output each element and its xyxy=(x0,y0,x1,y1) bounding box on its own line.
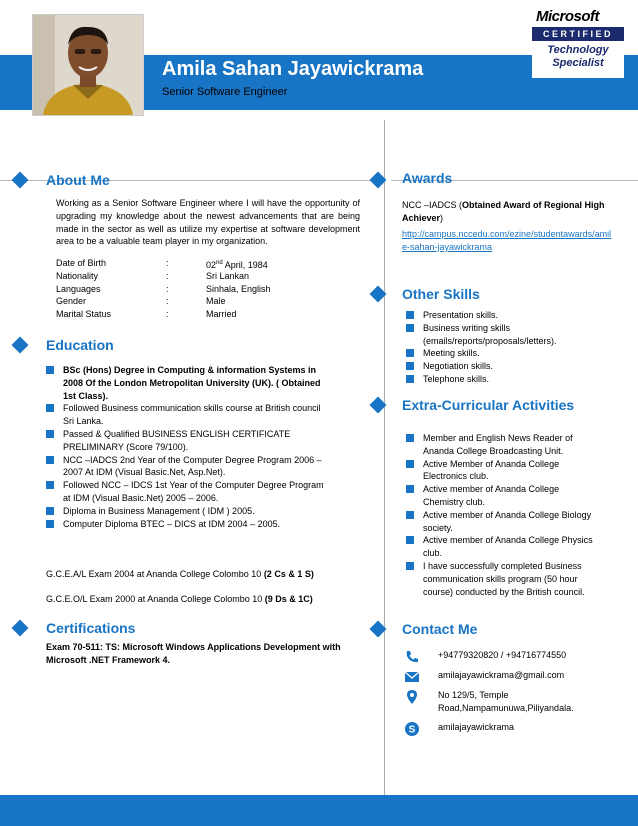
square-bullet-icon xyxy=(46,456,54,464)
about-heading: About Me xyxy=(46,172,110,188)
list-item: Active member of Ananda College Chemistry club. xyxy=(406,483,596,509)
list-item: Presentation skills. xyxy=(406,309,586,322)
list-item: Followed NCC – IDCS 1st Year of the Computer Degree Program at IDM (Visual Basic.Net) 2005 – 2006. xyxy=(46,479,326,505)
location-pin-icon xyxy=(404,689,420,705)
personal-details xyxy=(56,257,356,321)
person-photo-icon xyxy=(33,15,143,115)
list-item: Active Member of Ananda College Electronics club. xyxy=(406,458,596,484)
other-skills-heading: Other Skills xyxy=(402,286,480,302)
address-text: No 129/5, Temple Road,Nampamunuwa,Piliyandala. xyxy=(438,690,574,713)
list-item: Active member of Ananda College Biology society. xyxy=(406,509,596,535)
section-diamond-icon xyxy=(12,172,29,189)
dob-rest: April, 1984 xyxy=(222,260,268,270)
detail-value: Sinhala, English xyxy=(206,283,271,294)
column-divider xyxy=(384,120,385,795)
extra-list xyxy=(406,432,596,598)
square-bullet-icon xyxy=(46,520,54,528)
detail-key: Languages xyxy=(56,283,101,294)
square-bullet-icon xyxy=(46,481,54,489)
square-bullet-icon xyxy=(406,485,414,493)
awards-heading: Awards xyxy=(402,170,453,186)
badge-specialist xyxy=(532,44,624,70)
detail-row xyxy=(56,295,356,308)
awards-text: NCC –IADCS (Obtained Award of Regional High Achiever) xyxy=(402,200,605,223)
square-bullet-icon xyxy=(406,536,414,544)
dob-sup: nd xyxy=(216,260,223,266)
badge-line1: Technology xyxy=(547,44,609,56)
detail-sep: : xyxy=(166,309,169,320)
skype-icon xyxy=(404,721,420,737)
ol-exam: G.C.E.O/L Exam 2000 at Ananda College Colombo 10 (9 Ds & 1C) xyxy=(46,594,313,604)
list-item: BSc (Hons) Degree in Computing & information Systems in 2008 Of the London Metropolitan University (UK). ( Obtained 1st Class). xyxy=(46,364,326,402)
square-bullet-icon xyxy=(406,362,414,370)
badge-line2: Specialist xyxy=(552,57,604,69)
phone-icon xyxy=(404,649,420,665)
job-title: Senior Software Engineer xyxy=(162,86,288,98)
detail-sep: : xyxy=(166,270,169,281)
list-item: NCC –IADCS 2nd Year of the Computer Degree Program 2006 – 2007 At IDM (Visual Basic.Net, Asp.Net). xyxy=(46,454,326,480)
email-text[interactable]: amilajayawickrama@gmail.com xyxy=(438,670,565,680)
square-bullet-icon xyxy=(406,460,414,468)
square-bullet-icon xyxy=(406,375,414,383)
detail-sep: : xyxy=(166,296,169,307)
detail-sep: : xyxy=(166,283,169,294)
list-item: Telephone skills. xyxy=(406,373,586,386)
square-bullet-icon xyxy=(406,434,414,442)
email-icon xyxy=(404,669,420,685)
section-diamond-icon xyxy=(12,337,29,354)
list-item: Passed & Qualified BUSINESS ENGLISH CERTIFICATE PRELIMINARY (Score 79/100). xyxy=(46,428,326,454)
al-exam: G.C.E.A/L Exam 2004 at Ananda College Colombo 10 (2 Cs & 1 S) xyxy=(46,569,314,579)
square-bullet-icon xyxy=(46,366,54,374)
dob-day: 02 xyxy=(206,260,217,270)
list-item: Computer Diploma BTEC – DICS at IDM 2004 – 2005. xyxy=(46,518,326,531)
detail-value: Married xyxy=(206,309,237,320)
square-bullet-icon xyxy=(406,349,414,357)
square-bullet-icon xyxy=(46,430,54,438)
profile-photo xyxy=(32,14,144,116)
square-bullet-icon xyxy=(46,404,54,412)
list-item: Followed Business communication skills course at British council Sri Lanka. xyxy=(46,402,326,428)
candidate-name: Amila Sahan Jayawickrama xyxy=(162,58,424,80)
list-item: Business writing skills (emails/reports/proposals/letters). xyxy=(406,322,586,348)
detail-row xyxy=(56,270,356,283)
square-bullet-icon xyxy=(406,324,414,332)
detail-key: Gender xyxy=(56,296,87,307)
footer-band xyxy=(0,795,638,826)
other-skills-list xyxy=(406,309,586,386)
extra-heading: Extra-Curricular Activities xyxy=(402,397,575,413)
detail-sep: : xyxy=(166,258,169,268)
detail-value: Male xyxy=(206,296,226,307)
about-text: Working as a Senior Software Engineer where I will have the opportunity of upgrading my knowledge about the newest advancements that are being made in the sector as well as utilize my expertise at software development area to be a valuable team player in my organization. xyxy=(56,198,360,247)
detail-row xyxy=(56,283,356,296)
awards-link[interactable]: http://campus.nccedu.com/ezine/studentawards/amile-sahan-jayawickrama xyxy=(402,229,612,252)
detail-key: Nationality xyxy=(56,270,99,281)
detail-row xyxy=(56,308,356,321)
svg-text:S: S xyxy=(408,724,416,736)
square-bullet-icon xyxy=(406,311,414,319)
contact-heading: Contact Me xyxy=(402,621,478,637)
detail-key: Date of Birth xyxy=(56,258,107,268)
certifications-heading: Certifications xyxy=(46,620,136,636)
list-item: Active member of Ananda College Physics club. xyxy=(406,534,596,560)
square-bullet-icon xyxy=(406,562,414,570)
certification-text: Exam 70-511: TS: Microsoft Windows Applications Development with Microsoft .NET Framework 4. xyxy=(46,642,341,665)
square-bullet-icon xyxy=(406,511,414,519)
square-bullet-icon xyxy=(46,507,54,515)
section-diamond-icon xyxy=(12,620,29,637)
detail-row xyxy=(56,257,356,270)
badge-certified: CERTIFIED xyxy=(532,27,624,41)
list-item: Meeting skills. xyxy=(406,347,586,360)
list-item: Negotiation skills. xyxy=(406,360,586,373)
skype-text: amilajayawickrama xyxy=(438,722,515,732)
microsoft-certified-badge xyxy=(532,8,624,78)
education-list xyxy=(46,364,326,530)
phone-text: +94779320820 / +94716774550 xyxy=(438,650,567,660)
list-item: Diploma in Business Management ( IDM ) 2005. xyxy=(46,505,326,518)
badge-brand: Microsoft xyxy=(536,8,599,25)
education-heading: Education xyxy=(46,337,114,353)
detail-value: Sri Lankan xyxy=(206,270,250,281)
detail-key: Marital Status xyxy=(56,309,112,320)
list-item: Member and English News Reader of Ananda College Broadcasting Unit. xyxy=(406,432,596,458)
list-item: I have successfully completed Business communication skills program (50 hour course) conducted by the British council. xyxy=(406,560,596,598)
